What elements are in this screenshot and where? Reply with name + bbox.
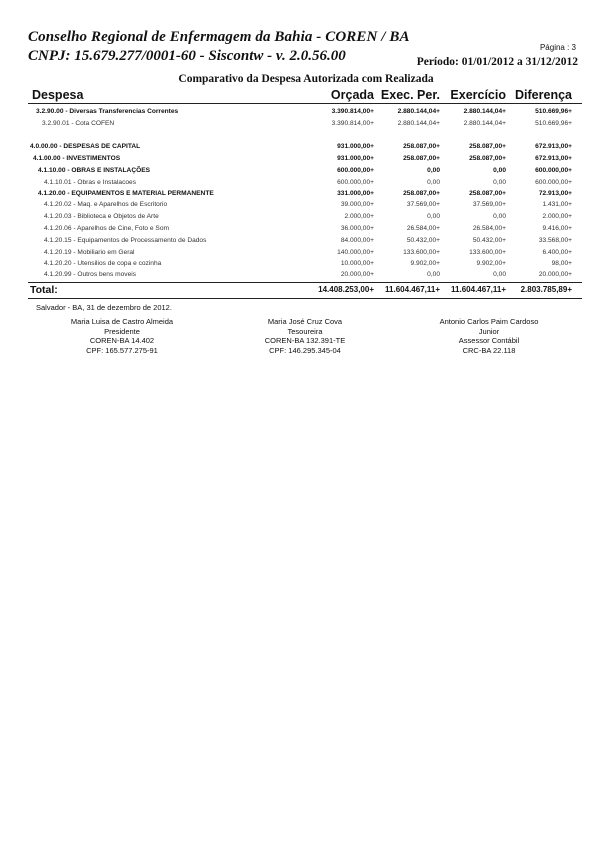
table-row [28, 247, 582, 258]
table-row [28, 141, 582, 152]
row-label: 3.2.90.00 - Diversas Transferencias Correntes [36, 108, 179, 115]
table-row [28, 235, 582, 246]
row-exercicio: 2.880.144,04+ [463, 108, 506, 115]
row-exercicio: 0,00 [493, 167, 506, 174]
row-diferenca: 510.669,96+ [535, 108, 572, 115]
row-exercicio: 9.902,00+ [476, 260, 506, 267]
row-exercicio: 2.880.144,04+ [463, 120, 506, 127]
row-orcada: 39.000,00+ [340, 201, 374, 208]
signatory-role: Junior [478, 326, 500, 336]
table-row [28, 188, 582, 199]
header-divider [28, 103, 582, 104]
page-number: Página : 3 [539, 43, 576, 52]
table-row [28, 269, 582, 280]
row-exec-per: 37.569,00+ [406, 201, 440, 208]
organization-name: Conselho Regional de Enfermagem da Bahia - COREN / BA [28, 29, 410, 45]
row-exec-per: 2.880.144,04+ [397, 108, 440, 115]
row-exec-per: 26.584,00+ [406, 225, 440, 232]
signatory-cpf: CPF: 146.295.345-04 [269, 345, 341, 355]
row-orcada: 36.000,00+ [340, 225, 374, 232]
row-exec-per: 133.600,00+ [403, 249, 440, 256]
total-orcada: 14.408.253,00+ [318, 285, 374, 294]
table-row [28, 223, 582, 234]
row-exercicio: 0,00 [493, 271, 506, 278]
report-title: Comparativo da Despesa Autorizada com Realizada [178, 73, 434, 85]
row-diferenca: 600.000,00+ [535, 167, 572, 174]
signatory-registration: COREN-BA 132.391-TE [264, 336, 346, 345]
total-exec-per: 11.604.467,11+ [385, 285, 440, 294]
row-exec-per: 258.087,00+ [403, 155, 440, 162]
row-exercicio: 258.087,00+ [469, 190, 506, 197]
row-orcada: 84.000,00+ [340, 237, 374, 244]
signatory-block [42, 317, 202, 355]
row-label: 4.1.20.15 - Equipamentos de Processamento de Dados [44, 237, 207, 244]
row-exercicio: 26.584,00+ [472, 225, 506, 232]
row-exercicio: 37.569,00+ [472, 201, 506, 208]
row-label: 4.1.10.00 - OBRAS E INSTALAÇÕES [38, 167, 150, 174]
signatory-cpf: CRC-BA 22.118 [462, 345, 516, 355]
column-header-orcada: Orçada [330, 88, 374, 102]
signatory-name: Maria José Cruz Cova [267, 317, 343, 326]
signatory-role: Presidente [104, 326, 140, 336]
row-exercicio: 133.600,00+ [469, 249, 506, 256]
signatory-name: Antonio Carlos Paim Cardoso [439, 317, 539, 326]
row-diferenca: 72.913,00+ [538, 190, 572, 197]
total-exercicio: 11.604.467,11+ [451, 285, 506, 294]
row-label: 3.2.90.01 - Cota COFEN [42, 120, 115, 127]
total-label: Total: [30, 284, 58, 296]
total-diferenca: 2.803.785,89+ [520, 285, 572, 294]
signatory-cpf: CPF: 165.577.275-91 [86, 345, 158, 355]
cnpj-line: CNPJ: 15.679.277/0001-60 - Siscontw - v. 2.0.56.00 [28, 48, 346, 64]
column-header-despesa: Despesa [32, 88, 84, 102]
column-header-exercicio: Exercício [450, 88, 506, 102]
column-header-diferenca: Diferença [515, 88, 572, 102]
table-row [28, 165, 582, 176]
table-row [28, 118, 582, 129]
row-label: 4.1.20.03 - Biblioteca e Objetos de Arte [44, 213, 159, 220]
row-diferenca: 672.913,00+ [535, 143, 572, 150]
row-exec-per: 0,00 [427, 167, 440, 174]
row-exec-per: 258.087,00+ [403, 143, 440, 150]
row-label: 4.1.20.02 - Maq. e Aparelhos de Escritorio [44, 201, 168, 208]
row-exercicio: 258.087,00+ [469, 155, 506, 162]
place-and-date: Salvador - BA, 31 de dezembro de 2012. [36, 303, 172, 312]
row-orcada: 2.000,00+ [344, 213, 374, 220]
row-exec-per: 258.087,00+ [403, 190, 440, 197]
row-orcada: 600.000,00+ [337, 179, 374, 186]
total-divider [28, 282, 582, 283]
row-orcada: 600.000,00+ [337, 167, 374, 174]
signatory-registration: COREN-BA 14.402 [89, 336, 155, 345]
row-exercicio: 0,00 [493, 179, 506, 186]
row-orcada: 3.390.814,00+ [331, 120, 374, 127]
row-orcada: 331.000,00+ [337, 190, 374, 197]
row-orcada: 931.000,00+ [337, 143, 374, 150]
table-row [28, 199, 582, 210]
row-diferenca: 600.000,00+ [535, 179, 572, 186]
row-orcada: 20.000,00+ [340, 271, 374, 278]
row-exec-per: 9.902,00+ [410, 260, 440, 267]
footer-divider [28, 298, 582, 299]
column-header-exec-per: Exec. Per. [380, 88, 440, 102]
row-exec-per: 50.432,00+ [406, 237, 440, 244]
row-exec-per: 0,00 [427, 179, 440, 186]
row-exercicio: 0,00 [493, 213, 506, 220]
signatory-role: Tesoureira [287, 326, 323, 336]
row-diferenca: 6.400,00+ [542, 249, 572, 256]
report-period: Período: 01/01/2012 a 31/12/2012 [416, 56, 578, 68]
table-row [28, 211, 582, 222]
row-label: 4.1.20.00 - EQUIPAMENTOS E MATERIAL PERMANENTE [38, 190, 214, 197]
table-row [28, 258, 582, 269]
signatory-block [409, 317, 569, 355]
signatory-name: Maria Luisa de Castro Almeida [70, 317, 174, 326]
row-label: 4.1.20.20 - Utensilios de copa e cozinha [44, 260, 162, 267]
table-row [28, 177, 582, 188]
total-row [28, 284, 582, 296]
row-label: 4.1.00.00 - INVESTIMENTOS [33, 155, 121, 162]
row-diferenca: 2.000,00+ [542, 213, 572, 220]
row-exec-per: 2.880.144,04+ [397, 120, 440, 127]
row-label: 4.1.20.06 - Aparelhos de Cine, Foto e Som [44, 225, 169, 232]
table-row [28, 106, 582, 117]
row-exercicio: 258.087,00+ [469, 143, 506, 150]
row-label: 4.1.10.01 - Obras e Instalacoes [44, 179, 137, 186]
row-exercicio: 50.432,00+ [472, 237, 506, 244]
row-exec-per: 0,00 [427, 213, 440, 220]
row-diferenca: 510.669,96+ [535, 120, 572, 127]
table-row [28, 153, 582, 164]
row-orcada: 10.000,00+ [340, 260, 374, 267]
row-label: 4.1.20.99 - Outros bens moveis [44, 271, 136, 278]
row-diferenca: 33.568,00+ [538, 237, 572, 244]
row-orcada: 931.000,00+ [337, 155, 374, 162]
signatory-registration: Assessor Contábil [458, 336, 520, 345]
row-label: 4.1.20.19 - Mobiliario em Geral [44, 249, 135, 256]
row-orcada: 140.000,00+ [337, 249, 374, 256]
row-diferenca: 1.431,00+ [542, 201, 572, 208]
signatory-block [225, 317, 385, 355]
row-label: 4.0.00.00 - DESPESAS DE CAPITAL [30, 143, 141, 150]
row-diferenca: 98,00+ [551, 260, 572, 267]
row-orcada: 3.390.814,00+ [331, 108, 374, 115]
row-diferenca: 9.416,00+ [542, 225, 572, 232]
row-exec-per: 0,00 [427, 271, 440, 278]
row-diferenca: 672.913,00+ [535, 155, 572, 162]
row-diferenca: 20.000,00+ [538, 271, 572, 278]
